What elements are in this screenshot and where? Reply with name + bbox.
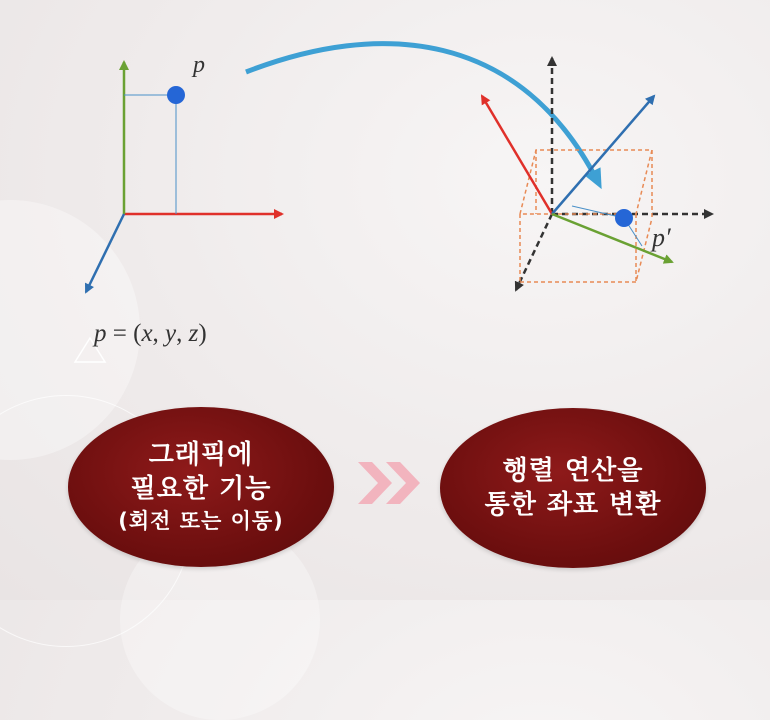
required-function-ellipse xyxy=(68,407,334,567)
double-chevron-icon xyxy=(358,462,428,504)
transform-curve-arrow xyxy=(246,44,598,182)
right-rotated-red-axis xyxy=(482,96,552,214)
formula-equals: = ( xyxy=(106,320,142,347)
formula-comma-1: , xyxy=(152,320,166,347)
formula-comma-2: , xyxy=(176,320,189,347)
right-rotated-blue-axis xyxy=(552,96,654,214)
left-ellipse-line-2: 필요한 기능 xyxy=(130,474,272,504)
matrix-transform-ellipse xyxy=(440,408,706,568)
formula-close: ) xyxy=(198,320,207,347)
left-point-label: p xyxy=(193,52,205,78)
left-z-axis xyxy=(86,214,124,292)
right-point-p-prime xyxy=(615,209,633,227)
left-ellipse-line-3: (회전 또는 이동) xyxy=(118,509,284,533)
right-depth-axis xyxy=(516,214,552,290)
formula-z: z xyxy=(188,320,199,347)
left-coordinate-system xyxy=(86,52,282,292)
left-point-p xyxy=(167,86,185,104)
position-formula xyxy=(94,320,207,348)
left-ellipse-line-1: 그래픽에 xyxy=(148,440,254,470)
right-point-label: p′ xyxy=(652,223,671,252)
right-ellipse-line-2: 통한 좌표 변환 xyxy=(484,490,662,520)
right-coordinate-system xyxy=(482,58,712,290)
formula-x: x xyxy=(141,320,153,347)
formula-lhs: p xyxy=(94,320,107,347)
formula-y: y xyxy=(165,320,177,347)
right-ellipse-line-1: 행렬 연산을 xyxy=(502,456,644,486)
